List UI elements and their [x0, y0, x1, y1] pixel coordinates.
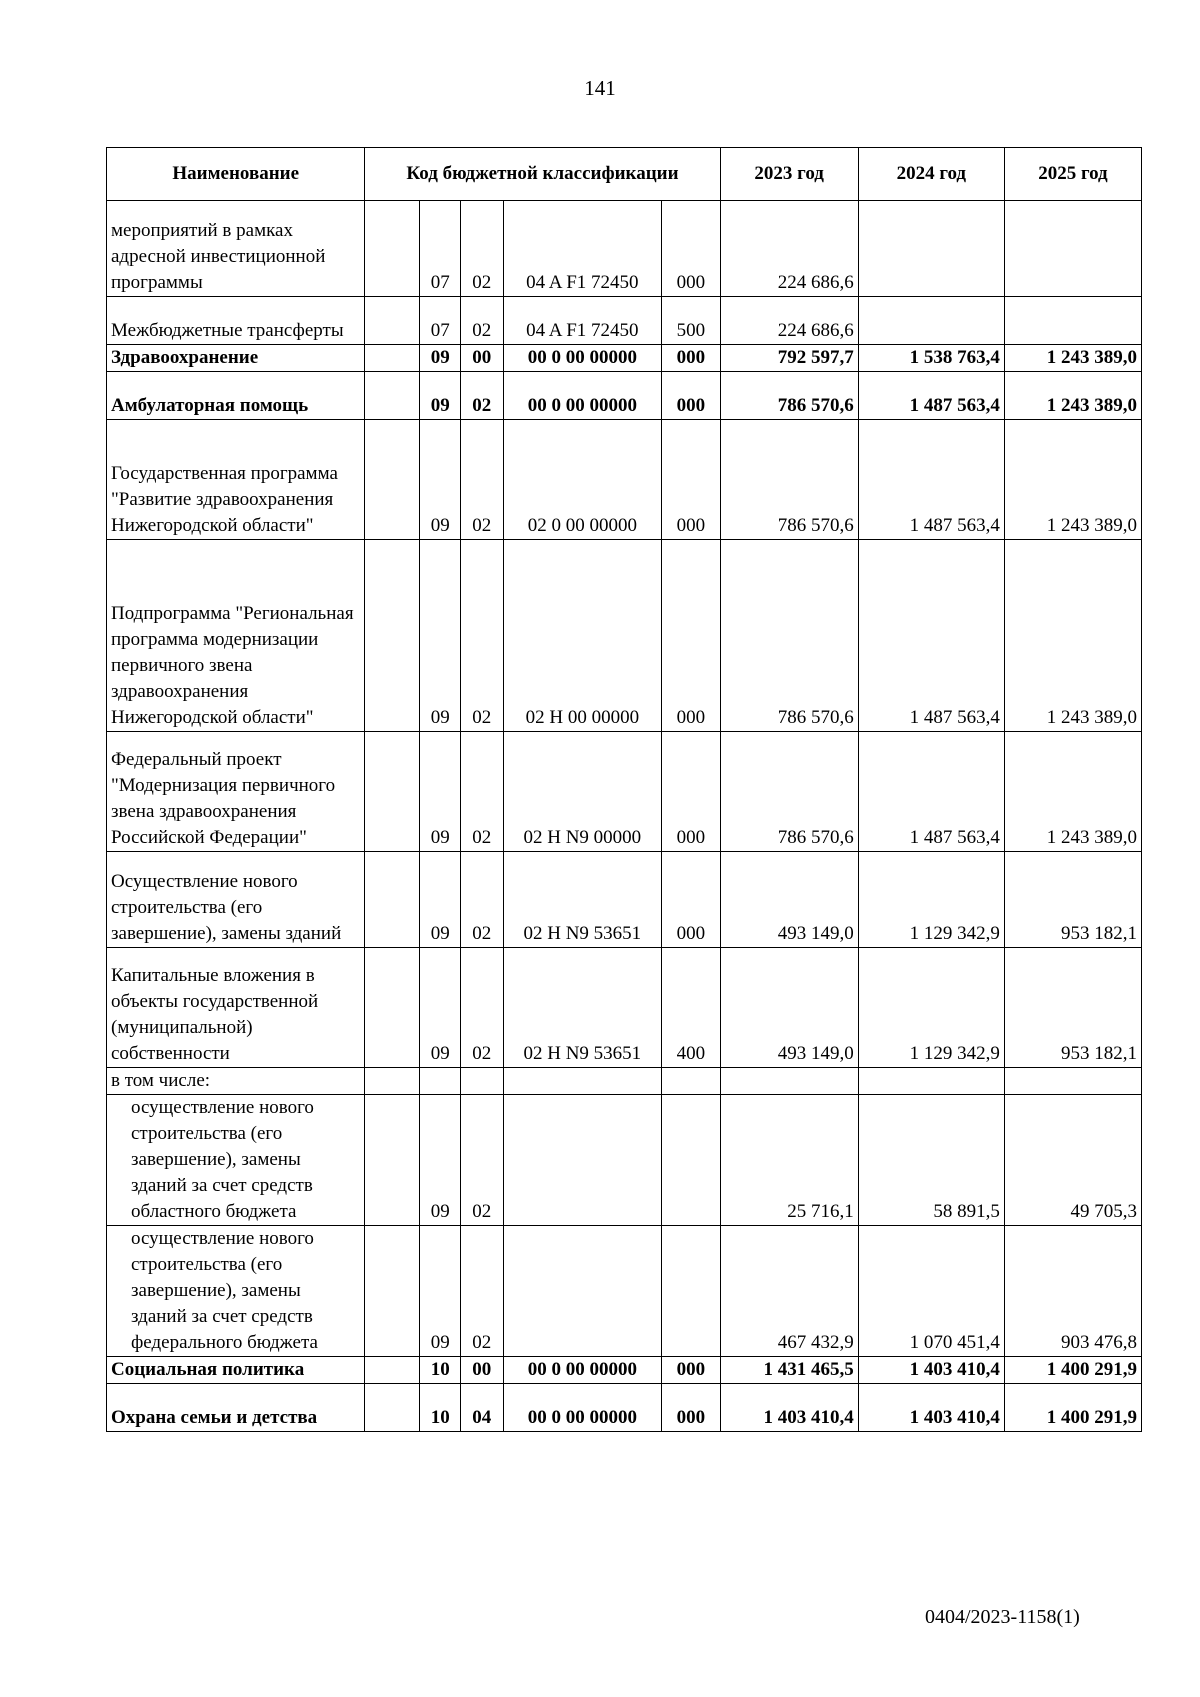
row-target-article: 02 Н N9 53651: [503, 948, 661, 1068]
table-row: [107, 852, 1142, 948]
row-expense-type: [662, 1226, 721, 1357]
row-expense-type: 000: [662, 345, 721, 372]
row-code-spacer: [365, 948, 420, 1068]
table-row: [107, 1384, 1142, 1432]
row-section: 09: [420, 852, 460, 948]
row-value-2023: [720, 1068, 858, 1095]
row-value-2023: 1 403 410,4: [720, 1384, 858, 1432]
row-value-2024: 58 891,5: [858, 1095, 1004, 1226]
row-value-2024: 1 129 342,9: [858, 852, 1004, 948]
row-value-2023: 467 432,9: [720, 1226, 858, 1357]
row-target-article: 02 Н N9 00000: [503, 732, 661, 852]
row-expense-type: [662, 1095, 721, 1226]
row-value-2023: 224 686,6: [720, 201, 858, 297]
row-section: 07: [420, 201, 460, 297]
row-target-article: 02 0 00 00000: [503, 420, 661, 540]
row-subsection: 02: [460, 732, 503, 852]
row-subsection: 04: [460, 1384, 503, 1432]
table-row: [107, 297, 1142, 345]
table-row: [107, 420, 1142, 540]
row-name: осуществление нового строительства (его завершение), замены зданий за счет средств федерального бюджета: [107, 1226, 365, 1357]
row-value-2023: 25 716,1: [720, 1095, 858, 1226]
row-code-spacer: [365, 372, 420, 420]
row-code-spacer: [365, 345, 420, 372]
row-target-article: 04 A F1 72450: [503, 201, 661, 297]
row-expense-type: 000: [662, 540, 721, 732]
row-subsection: 02: [460, 201, 503, 297]
row-value-2023: 792 597,7: [720, 345, 858, 372]
row-value-2025: 1 243 389,0: [1004, 345, 1141, 372]
row-section: 09: [420, 420, 460, 540]
row-code-spacer: [365, 1068, 420, 1095]
row-code-spacer: [365, 297, 420, 345]
row-section: 07: [420, 297, 460, 345]
table-row: [107, 948, 1142, 1068]
row-code-spacer: [365, 201, 420, 297]
header-2024: 2024 год: [858, 148, 1004, 201]
row-section: 09: [420, 372, 460, 420]
row-target-article: [503, 1095, 661, 1226]
page-number: 141: [584, 76, 616, 100]
table-row: [107, 345, 1142, 372]
row-value-2024: 1 487 563,4: [858, 540, 1004, 732]
row-value-2025: 1 243 389,0: [1004, 732, 1141, 852]
row-value-2025: 903 476,8: [1004, 1226, 1141, 1357]
row-subsection: 00: [460, 345, 503, 372]
table-row: [107, 1068, 1142, 1095]
row-name: Межбюджетные трансферты: [107, 297, 365, 345]
row-section: [420, 1068, 460, 1095]
header-row: [107, 148, 1142, 201]
table-row: [107, 732, 1142, 852]
row-subsection: 02: [460, 1226, 503, 1357]
row-expense-type: 000: [662, 201, 721, 297]
row-section: 10: [420, 1357, 460, 1384]
row-value-2024: 1 487 563,4: [858, 732, 1004, 852]
table-row: [107, 1226, 1142, 1357]
row-expense-type: [662, 1068, 721, 1095]
row-target-article: 00 0 00 00000: [503, 1384, 661, 1432]
row-name: Капитальные вложения в объекты государственной (муниципальной) собственности: [107, 948, 365, 1068]
row-value-2023: 493 149,0: [720, 852, 858, 948]
row-expense-type: 000: [662, 420, 721, 540]
row-value-2024: [858, 201, 1004, 297]
row-value-2025: 49 705,3: [1004, 1095, 1141, 1226]
row-expense-type: 000: [662, 1384, 721, 1432]
row-section: 09: [420, 345, 460, 372]
row-value-2025: 1 243 389,0: [1004, 420, 1141, 540]
row-target-article: 04 A F1 72450: [503, 297, 661, 345]
header-2025: 2025 год: [1004, 148, 1141, 201]
header-name: Наименование: [107, 148, 365, 201]
row-code-spacer: [365, 1357, 420, 1384]
row-expense-type: 500: [662, 297, 721, 345]
row-target-article: 02 Н 00 00000: [503, 540, 661, 732]
row-code-spacer: [365, 1226, 420, 1357]
row-code-spacer: [365, 1384, 420, 1432]
row-value-2025: 953 182,1: [1004, 948, 1141, 1068]
row-name: Социальная политика: [107, 1357, 365, 1384]
row-value-2024: 1 403 410,4: [858, 1384, 1004, 1432]
header-2023: 2023 год: [720, 148, 858, 201]
row-target-article: 00 0 00 00000: [503, 1357, 661, 1384]
row-name: Подпрограмма "Региональная программа модернизации первичного звена здравоохранения Нижегородской области": [107, 540, 365, 732]
budget-table: [106, 147, 1142, 1432]
row-subsection: 02: [460, 540, 503, 732]
row-target-article: [503, 1068, 661, 1095]
row-value-2025: 1 400 291,9: [1004, 1357, 1141, 1384]
row-expense-type: 000: [662, 1357, 721, 1384]
row-name: в том числе:: [107, 1068, 365, 1095]
row-value-2024: 1 403 410,4: [858, 1357, 1004, 1384]
table-row: [107, 1357, 1142, 1384]
row-value-2025: 953 182,1: [1004, 852, 1141, 948]
row-section: 10: [420, 1384, 460, 1432]
row-section: 09: [420, 732, 460, 852]
row-value-2025: [1004, 297, 1141, 345]
row-subsection: 02: [460, 852, 503, 948]
row-code-spacer: [365, 420, 420, 540]
row-subsection: 00: [460, 1357, 503, 1384]
row-expense-type: 000: [662, 372, 721, 420]
row-value-2025: 1 400 291,9: [1004, 1384, 1141, 1432]
row-value-2025: [1004, 1068, 1141, 1095]
row-value-2024: [858, 1068, 1004, 1095]
row-value-2023: 224 686,6: [720, 297, 858, 345]
row-name: осуществление нового строительства (его завершение), замены зданий за счет средств областного бюджета: [107, 1095, 365, 1226]
row-target-article: [503, 1226, 661, 1357]
row-subsection: [460, 1068, 503, 1095]
row-section: 09: [420, 540, 460, 732]
row-name: Осуществление нового строительства (его завершение), замены зданий: [107, 852, 365, 948]
row-section: 09: [420, 948, 460, 1068]
row-subsection: 02: [460, 948, 503, 1068]
row-value-2023: 1 431 465,5: [720, 1357, 858, 1384]
row-section: 09: [420, 1095, 460, 1226]
row-subsection: 02: [460, 372, 503, 420]
row-value-2023: 786 570,6: [720, 540, 858, 732]
row-value-2024: 1 129 342,9: [858, 948, 1004, 1068]
row-name: Охрана семьи и детства: [107, 1384, 365, 1432]
row-value-2023: 493 149,0: [720, 948, 858, 1068]
row-value-2025: [1004, 201, 1141, 297]
row-section: 09: [420, 1226, 460, 1357]
row-name: Здравоохранение: [107, 345, 365, 372]
table-body: [107, 201, 1142, 1432]
row-value-2023: 786 570,6: [720, 420, 858, 540]
row-value-2024: 1 487 563,4: [858, 420, 1004, 540]
row-value-2025: 1 243 389,0: [1004, 540, 1141, 732]
row-expense-type: 000: [662, 852, 721, 948]
table-row: [107, 201, 1142, 297]
header-code: Код бюджетной классификации: [365, 148, 720, 201]
document-code: 0404/2023-1158(1): [925, 1606, 1080, 1628]
table-row: [107, 540, 1142, 732]
row-name: Федеральный проект "Модернизация первичного звена здравоохранения Российской Федерации": [107, 732, 365, 852]
row-target-article: 00 0 00 00000: [503, 345, 661, 372]
table-row: [107, 372, 1142, 420]
row-subsection: 02: [460, 297, 503, 345]
row-name: Амбулаторная помощь: [107, 372, 365, 420]
row-expense-type: 000: [662, 732, 721, 852]
row-value-2023: 786 570,6: [720, 372, 858, 420]
row-name: мероприятий в рамках адресной инвестиционной программы: [107, 201, 365, 297]
row-value-2024: 1 538 763,4: [858, 345, 1004, 372]
row-target-article: 02 Н N9 53651: [503, 852, 661, 948]
row-value-2024: 1 070 451,4: [858, 1226, 1004, 1357]
table-row: [107, 1095, 1142, 1226]
row-expense-type: 400: [662, 948, 721, 1068]
row-subsection: 02: [460, 1095, 503, 1226]
row-value-2023: 786 570,6: [720, 732, 858, 852]
row-subsection: 02: [460, 420, 503, 540]
row-value-2024: 1 487 563,4: [858, 372, 1004, 420]
row-code-spacer: [365, 732, 420, 852]
row-code-spacer: [365, 1095, 420, 1226]
row-value-2025: 1 243 389,0: [1004, 372, 1141, 420]
row-value-2024: [858, 297, 1004, 345]
row-code-spacer: [365, 852, 420, 948]
row-name: Государственная программа "Развитие здравоохранения Нижегородской области": [107, 420, 365, 540]
row-code-spacer: [365, 540, 420, 732]
row-target-article: 00 0 00 00000: [503, 372, 661, 420]
